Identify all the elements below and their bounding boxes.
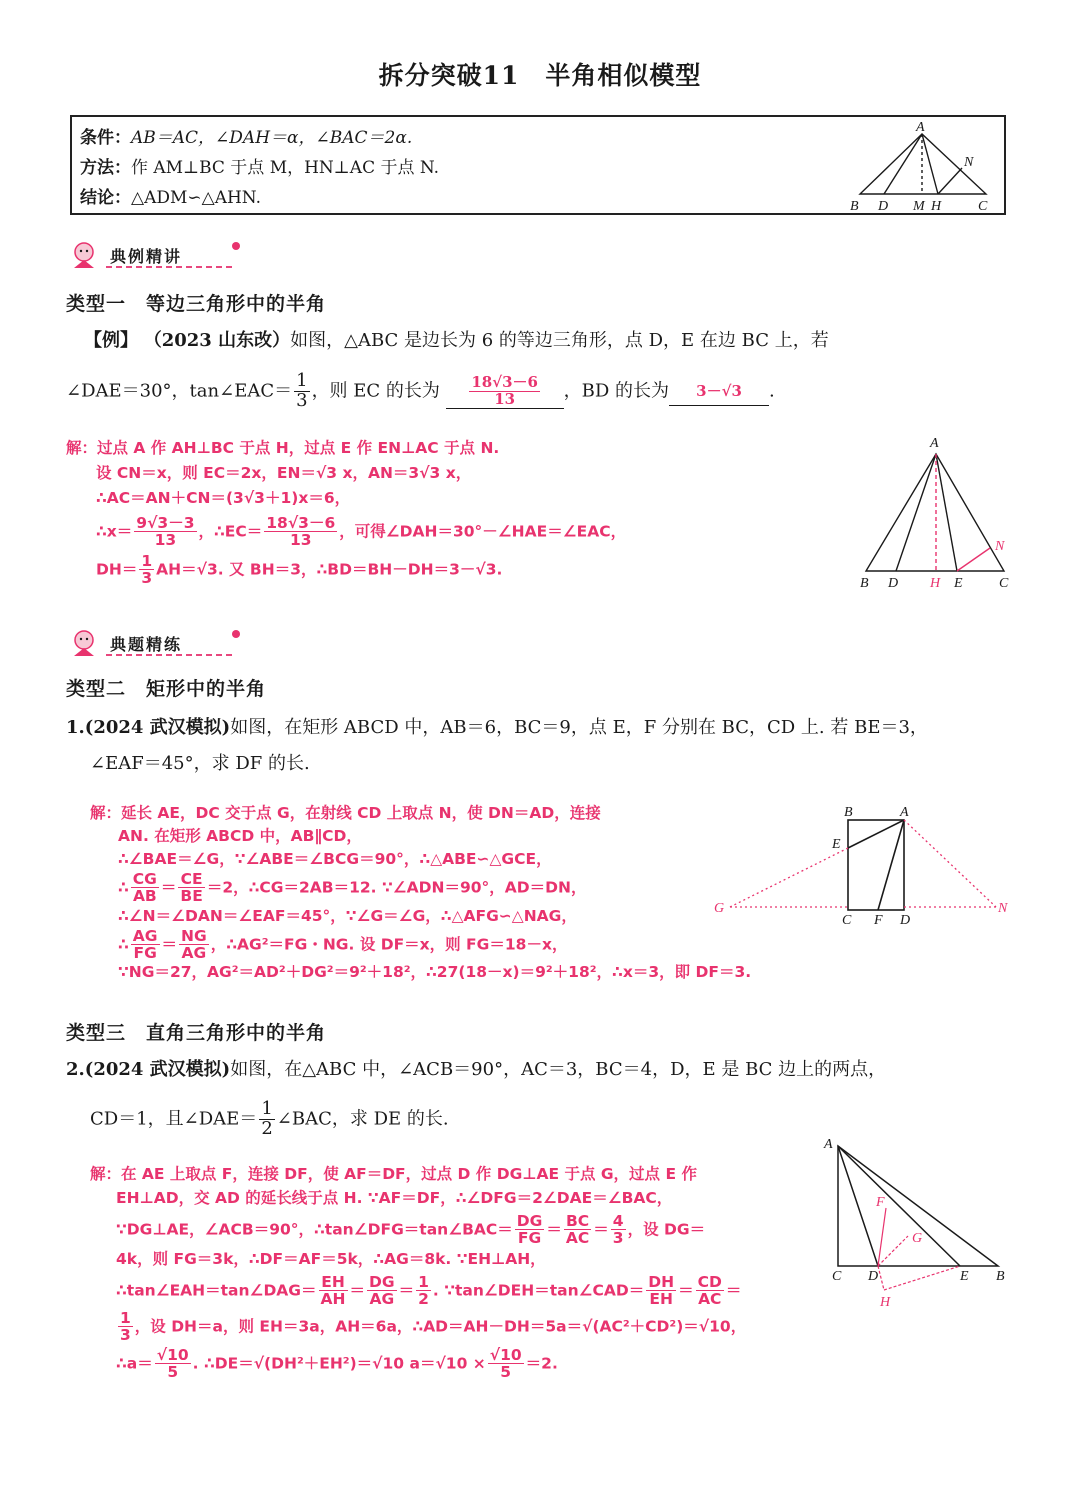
sol-line: ∴tan∠EAH＝tan∠DAG＝ $\frac{EH}{AH}$ ＝ $\frac{DG}{AG}$ ＝ $\frac{1}{2}$ . ∵tan∠DEH＝tan∠CAD＝ $\frac{DH}{EH}$ ＝ $\frac{CD}{AC}$ ＝: [116, 1272, 742, 1308]
sol-line: ∴∠BAE＝∠G，∵∠ABE＝∠BCG＝90°，∴△ABE∽△GCE，: [118, 850, 552, 868]
svg-text:D: D: [900, 913, 911, 928]
sol-line: ∵DG⊥AE，∠ACB＝90°，∴tan∠DFG＝tan∠BAC＝ $\frac{DG}{FG}$ ＝ $\frac{BC}{AC}$ ＝ $\frac{4}{3}$ ，设 DG＝: [116, 1212, 706, 1248]
method-label: 方法：: [80, 158, 131, 178]
q2-stem-line2: CD＝1，且∠DAE＝ $\frac{1}{2}$ ∠BAC，求 DE 的长.: [90, 1098, 449, 1139]
equilateral-figure: [850, 432, 1020, 594]
type1-stem-line2: ∠DAE＝30°，tan∠EAC＝ $\frac{1}{3}$ ，则 EC 的长为 $\frac{18√3-6}{13}$ ，BD 的长为 3－√3 .: [66, 370, 775, 411]
banner-example-text: 典例精讲: [110, 247, 183, 266]
type1-heading: 类型一 等边三角形中的半角: [66, 293, 327, 315]
sol-line: ∵NG＝27，AG²＝AD²＋DG²＝9²＋18²，∴27(18－x)＝9²＋18²，∴x＝3，即 DF＝3.: [118, 963, 752, 982]
answer-blank-2: [669, 377, 769, 406]
banner-underline: [106, 266, 232, 268]
q1-stem-line1: 1.(2024 武汉模拟)如图，在矩形 ABCD 中，AB＝6，BC＝9，点 E，F 分别在 BC，CD 上. 若 BE＝3，: [66, 717, 928, 738]
svg-text:E: E: [832, 837, 841, 852]
rectangle-figure: [710, 802, 1020, 932]
sol-line: 设 CN＝x，则 EC＝2x，EN＝√3 x，AN＝3√3 x，: [96, 464, 472, 482]
type1-solution: [66, 436, 826, 586]
right-triangle-figure: [820, 1132, 1020, 1316]
sol-line: ∴x＝ $\frac{9√3-3}{13}$ ，∴EC＝ $\frac{18√3-6}{13}$ ，可得∠DAH＝30°－∠HAE＝∠EAC，: [96, 514, 627, 550]
svg-text:D: D: [868, 1269, 879, 1284]
dot-icon: [230, 628, 244, 642]
model-line-ah: [922, 134, 938, 194]
conclusion-label: 结论：: [80, 188, 131, 208]
type3-solution: [90, 1162, 820, 1380]
svg-text:H: H: [930, 576, 941, 591]
sol-line: 4k，则 FG＝3k，∴DF＝AF＝5k，∴AG＝8k. ∵EH⊥AH，: [116, 1249, 546, 1268]
dot-icon: [230, 240, 244, 254]
sol-line: ∴a＝ $\frac{√10}{5}$ . ∴DE＝√(DH²＋EH²)＝√10 a＝√10 × $\frac{√10}{5}$ ＝2.: [116, 1345, 558, 1381]
label-m: M: [913, 199, 925, 214]
svg-text:C: C: [842, 913, 852, 928]
type3-heading: 类型三 直角三角形中的半角: [66, 1022, 327, 1044]
svg-text:H: H: [880, 1295, 891, 1310]
sol-line: ∴ $\frac{CG}{AB}$ ＝ $\frac{CE}{BE}$ ＝2，∴CG＝2AB＝12. ∵∠ADN＝90°，AD＝DN，: [118, 870, 587, 906]
sol-line: 解：在 AE 上取点 F，连接 DF，使 AF＝DF，过点 D 作 DG⊥AE 于点 G，过点 E 作: [90, 1165, 697, 1183]
type2-heading: 类型二 矩形中的半角: [66, 678, 267, 700]
svg-text:B: B: [860, 576, 869, 591]
conclusion-text: △ADM∽△AHN.: [131, 188, 261, 208]
model-line-hn: [938, 168, 962, 194]
svg-text:D: D: [888, 576, 899, 591]
svg-text:N: N: [998, 901, 1008, 916]
answer-ec: $\frac{18√3-6}{13}$: [471, 373, 538, 408]
svg-text:B: B: [844, 805, 853, 820]
example-stem-b3: ，BD 的长为: [563, 380, 670, 402]
model-line-ad: [884, 134, 922, 194]
banner-example: [66, 240, 246, 270]
sol-line: EH⊥AD，交 AD 的延长线于点 H. ∵AF＝DF，∴∠DFG＝2∠DAE＝∠BAC，: [116, 1189, 673, 1207]
q2-stem-line1: 2.(2024 武汉模拟)如图，在△ABC 中，∠ACB＝90°，AC＝3，BC＝4，D，E 是 BC 边上的两点，: [66, 1059, 887, 1080]
label-a: A: [916, 120, 925, 135]
svg-text:F: F: [874, 913, 883, 928]
sol-line: $\frac{1}{3}$ ，设 DH＝a，则 EH＝3a，AH＝6a，∴AD＝AH－DH＝5a＝√(AC²＋CD²)＝√10，: [120, 1309, 747, 1345]
svg-text:E: E: [954, 576, 963, 591]
svg-text:N: N: [995, 539, 1005, 554]
label-n: N: [964, 155, 974, 170]
svg-text:F: F: [876, 1195, 885, 1210]
svg-text:C: C: [999, 576, 1009, 591]
sol-line: ∴∠N＝∠DAN＝∠EAF＝45°，∵∠G＝∠G，∴△AFG∽△NAG，: [118, 906, 577, 925]
model-figure: [840, 118, 1000, 214]
type2-solution: [90, 802, 752, 984]
type1-stem-line1: [84, 327, 1014, 355]
example-tag: 【例】: [84, 330, 138, 351]
banner-practice: [66, 628, 246, 658]
condition-line: [80, 123, 412, 148]
condition-text: AB＝AC，∠DAH＝α，∠BAC＝2α.: [131, 128, 413, 148]
label-d: D: [878, 199, 889, 214]
label-h: H: [931, 199, 942, 214]
svg-text:A: A: [930, 436, 939, 451]
sol-line: AN. 在矩形 ABCD 中，AB∥CD，: [118, 827, 362, 845]
method-text: 作 AM⊥BC 于点 M，HN⊥AC 于点 N.: [131, 158, 440, 178]
example-stem-b1: ∠DAE＝30°，tan∠EAC＝: [66, 380, 293, 402]
sol-line: ∴AC＝AN＋CN＝(3√3＋1)x＝6，: [96, 489, 351, 507]
page-title: 拆分突破11 半角相似模型: [378, 61, 702, 90]
svg-text:A: A: [824, 1137, 833, 1152]
svg-text:A: A: [900, 805, 909, 820]
frac-tan: $\frac{1}{3}$: [296, 370, 308, 411]
label-c: C: [978, 199, 988, 214]
answer-blank-1: [446, 375, 564, 409]
banner-practice-text: 典题精练: [110, 635, 183, 654]
sol-line: 解：过点 A 作 AH⊥BC 于点 H，过点 E 作 EN⊥AC 于点 N.: [66, 439, 500, 457]
conclusion-line: [80, 183, 261, 208]
boy-mascot-icon: [66, 628, 106, 658]
example-stem-b2: ，则 EC 的长为: [311, 380, 440, 402]
method-line: [80, 153, 439, 178]
example-source: （2023 山东改）: [143, 330, 291, 351]
example-stem-a: 如图，△ABC 是边长为 6 的等边三角形，点 D，E 在边 BC 上，若: [290, 330, 829, 351]
svg-text:C: C: [832, 1269, 842, 1284]
svg-text:B: B: [996, 1269, 1005, 1284]
svg-text:G: G: [912, 1231, 923, 1246]
answer-bd: 3－√3: [696, 382, 742, 401]
condition-label: 条件：: [80, 128, 131, 148]
label-b: B: [850, 199, 859, 214]
svg-text:E: E: [960, 1269, 969, 1284]
sol-line: ∴ $\frac{AG}{FG}$ ＝ $\frac{NG}{AG}$ ，∴AG²＝FG・NG. 设 DF＝x，则 FG＝18－x，: [118, 926, 568, 962]
q1-stem-line2: ∠EAF＝45°，求 DF 的长.: [90, 753, 310, 774]
sol-line: 解：延长 AE，DC 交于点 G，在射线 CD 上取点 N，使 DN＝AD，连接: [90, 804, 601, 822]
svg-text:G: G: [714, 901, 725, 916]
sol-line: DH＝ $\frac{1}{3}$ AH＝√3. 又 BH＝3，∴BD＝BH－DH＝3－√3.: [96, 551, 503, 587]
banner-underline: [106, 654, 232, 656]
girl-mascot-icon: [66, 240, 106, 270]
